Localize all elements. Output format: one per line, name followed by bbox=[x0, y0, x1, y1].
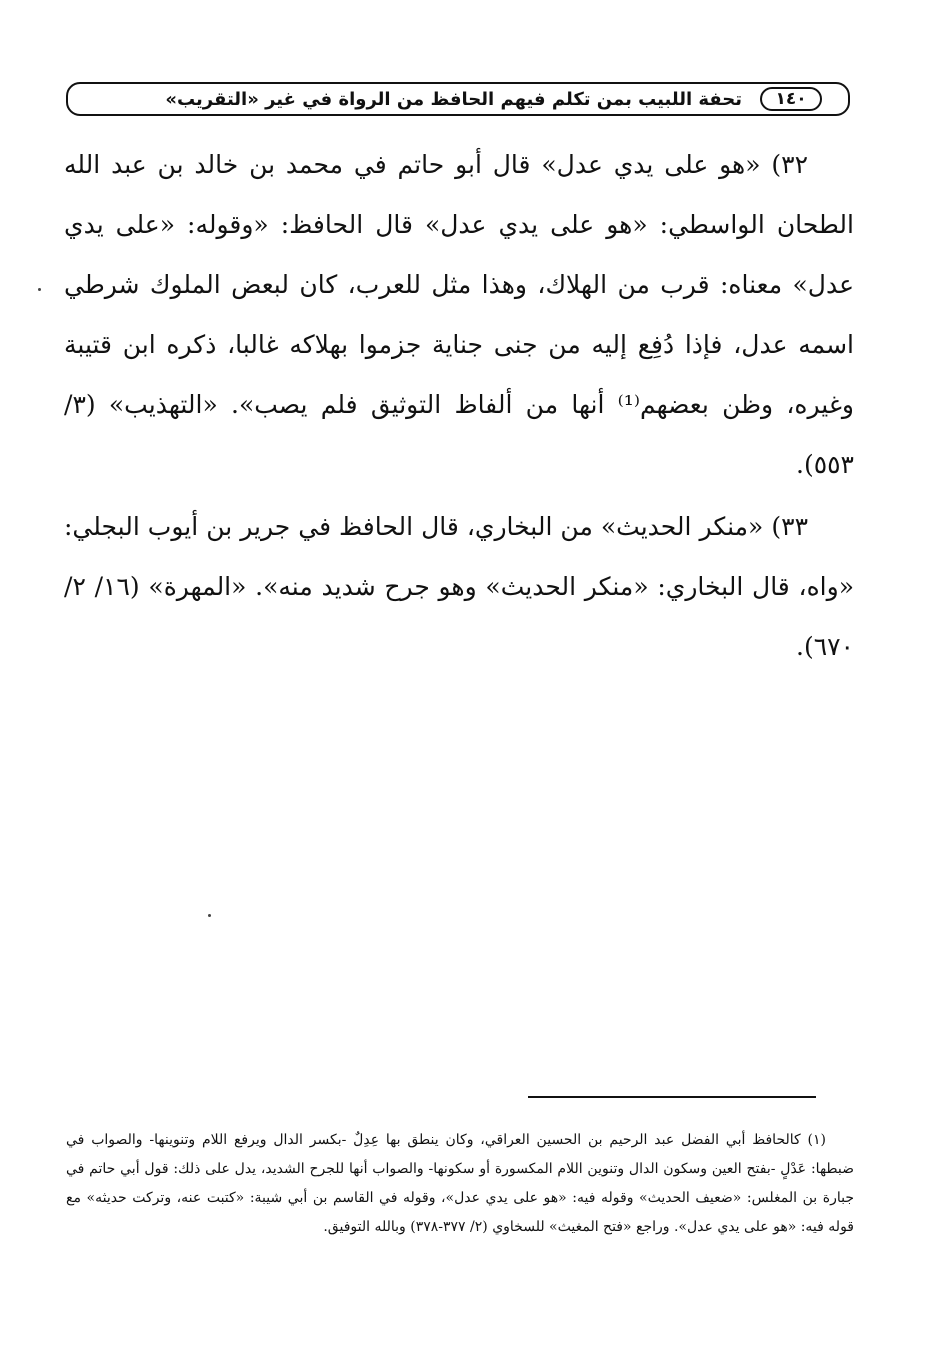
footnotes bbox=[66, 1126, 854, 1242]
page-number: ١٤٠ bbox=[760, 87, 822, 111]
scan-speck bbox=[208, 914, 211, 917]
running-header bbox=[66, 82, 850, 116]
main-text bbox=[64, 135, 854, 677]
footnote-divider bbox=[528, 1096, 816, 1098]
entry-33: ٣٣) «منكر الحديث» من البخاري، قال الحافظ في جرير بن أيوب البجلي: «واه، قال البخاري: «منكر الحديث» وهو جرح شديد منه». «المهرة» (١٦/ ٢/ ٦٧٠). bbox=[64, 512, 854, 661]
scan-speck bbox=[38, 288, 41, 291]
entry-32: ٣٢) «هو على يدي عدل» قال أبو حاتم في محمد بن خالد بن عبد الله الطحان الواسطي: «هو على يدي عدل» قال الحافظ: «وقوله: «على يدي عدل» معناه: قرب من الهلاك، وهذا مثل للعرب، كان لبعض الملوك شرطي اسمه عدل، فإذا دُفِع إليه من جنى جناية جزموا بهلاكه غالبا، ذكره ابن قتيبة وغيره، وظن بعضهم⁽¹⁾ أنها من ألفاظ التوثيق فلم يصب». «التهذيب» (٣/ ٥٥٣). bbox=[64, 150, 855, 479]
footnote-1: (١) كالحافظ أبي الفضل عبد الرحيم بن الحسين العراقي، وكان ينطق بها عِدِلٌ -بكسر الدال ويرفع اللام وتنوينها- والصواب في ضبطها: عَدْلٍ -بفتح العين وسكون الدال وتنوين اللام المكسورة أو سكونها- والصواب أنها للجرح الشديد، يدل على ذلك: قول أبي حاتم في جبارة بن المغلس: «ضعيف الحديث» وقوله فيه: «هو على يدي عدل»، وقوله في القاسم بن أبي شيبة: «كتبت عنه، وتركت حديثه» مع قوله فيه: «هو على يدي عدل». وراجع «فتح المغيث» للسخاوي (٢/ ٣٧٧-٣٧٨) وبالله التوفيق. bbox=[66, 1132, 854, 1235]
running-header-inner bbox=[68, 84, 848, 114]
book-title: تحفة اللبيب بمن تكلم فيهم الحافظ من الرواة في غير «التقريب» bbox=[165, 88, 742, 110]
